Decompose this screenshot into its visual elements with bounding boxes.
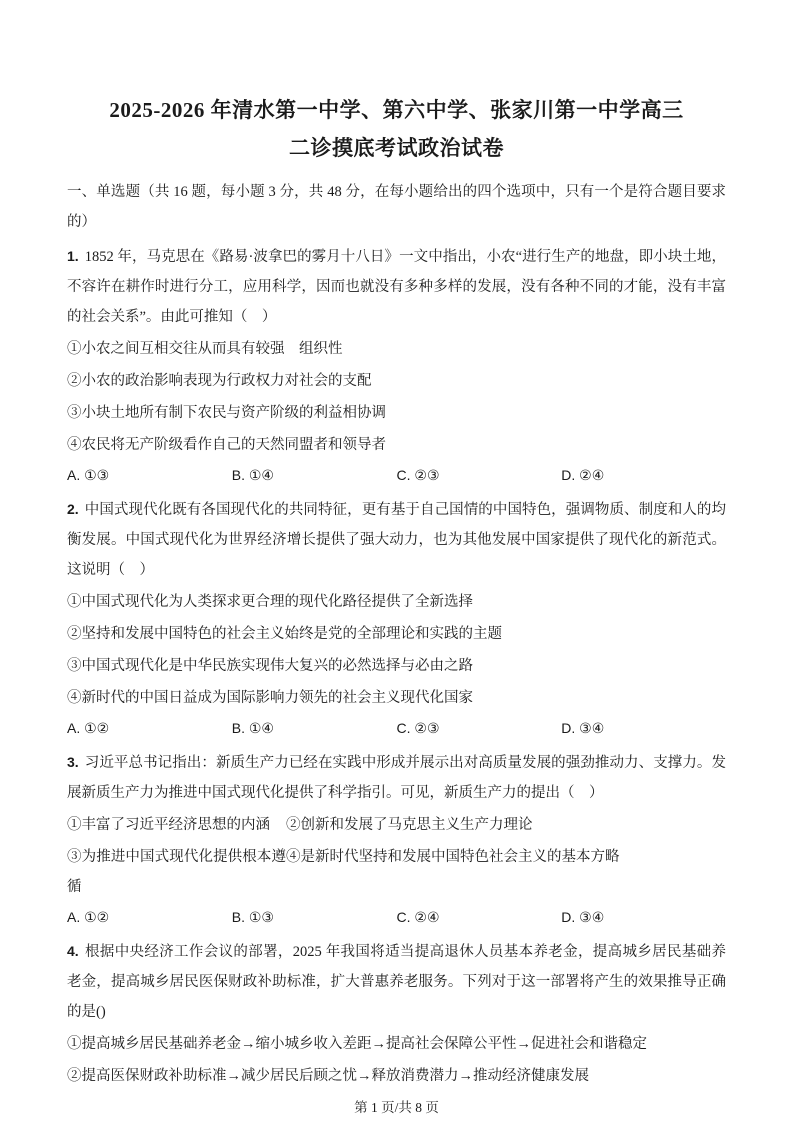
question-stem xyxy=(67,747,726,808)
question-1 xyxy=(67,241,726,490)
exam-title-line2: 二诊摸底考试政治试卷 xyxy=(289,136,504,160)
question-item: ④农民将无产阶级看作自己的天然同盟者和领导者 xyxy=(67,437,386,453)
question-item: ①小农之间互相交往从而具有较强 组织性 xyxy=(67,341,343,357)
exam-title-line1: 2025-2026 年清水第一中学、第六中学、张家川第一中学高三 xyxy=(109,98,684,122)
page-content xyxy=(0,95,793,1122)
question-item-row xyxy=(67,842,726,902)
question-stem-text: 1852 年，马克思在《路易·波拿巴的雾月十八日》一文中指出，小农“进行生产的地盘，即小块土地，不容许在耕作时进行分工，应用科学，因而也就没有多种多样的发展，没有各种不同的才能，没有丰富的社会关系”。由此可推知（ ） xyxy=(67,249,726,325)
question-number: 1. xyxy=(67,248,79,264)
question-item: ②小农的政治影响表现为行政权力对社会的支配 xyxy=(67,373,372,389)
question-number: 2. xyxy=(67,501,79,517)
question-stem-text: 习近平总书记指出：新质生产力已经在实践中形成并展示出对高质量发展的强劲推动力、支撑力。发展新质生产力为推进中国式现代化提供了科学指引。可见，新质生产力的提出（ ） xyxy=(67,755,726,801)
question-item: ①中国式现代化为人类探求更合理的现代化路径提供了全新选择 xyxy=(67,594,473,610)
option-c: C. ②④ xyxy=(396,909,440,925)
option-c: C. ②③ xyxy=(396,467,440,483)
question-item: ②创新和发展了马克思主义生产力理论 xyxy=(286,817,533,833)
question-item-row xyxy=(67,810,726,840)
option-a: A. ①② xyxy=(67,720,110,736)
option-b: B. ①④ xyxy=(231,720,274,736)
options-row xyxy=(67,713,726,743)
question-number: 4. xyxy=(67,943,79,959)
question-item: ③小块土地所有制下农民与资产阶级的利益相协调 xyxy=(67,405,386,421)
question-item: ④新时代的中国日益成为国际影响力领先的社会主义现代化国家 xyxy=(67,690,473,706)
option-a: A. ①③ xyxy=(67,467,110,483)
option-d: D. ②④ xyxy=(561,467,605,483)
question-2 xyxy=(67,494,726,743)
question-stem-text: 中国式现代化既有各国现代化的共同特征，更有基于自己国情的中国特色，强调物质、制度和人的均衡发展。中国式现代化为世界经济增长提供了强大动力，也为其他发展中国家提供了现代化的新范式。这说明（ ） xyxy=(67,502,726,578)
question-item: ③中国式现代化是中华民族实现伟大复兴的必然选择与必由之路 xyxy=(67,658,473,674)
question-item: ③为推进中国式现代化提供根本遵循 xyxy=(67,849,286,895)
section-header: 一、单选题（共 16 题，每小题 3 分，共 48 分，在每小题给出的四个选项中，只有一个是符合题目要求的） xyxy=(67,184,726,230)
option-b: B. ①④ xyxy=(231,467,274,483)
option-d: D. ③④ xyxy=(561,720,605,736)
question-item: ②提高医保财政补助标准→减少居民后顾之忧→释放消费潜力→推动经济健康发展 xyxy=(67,1068,589,1084)
question-item: ①丰富了习近平经济思想的内涵 xyxy=(67,817,270,833)
question-item: ②坚持和发展中国特色的社会主义始终是党的全部理论和实践的主题 xyxy=(67,626,502,642)
question-number: 3. xyxy=(67,754,79,770)
question-3 xyxy=(67,747,726,932)
question-stem xyxy=(67,241,726,332)
question-4 xyxy=(67,936,726,1091)
option-c: C. ②③ xyxy=(396,720,440,736)
question-item: ①提高城乡居民基础养老金→缩小城乡收入差距→提高社会保障公平性→促进社会和谐稳定 xyxy=(67,1036,647,1052)
question-stem-text: 根据中央经济工作会议的部署，2025 年我国将适当提高退休人员基本养老金，提高城乡居民基础养老金，提高城乡居民医保财政补助标准，扩大普惠养老服务。下列对于这一部署将产生的效果推导正确的是() xyxy=(67,944,726,1020)
option-d: D. ③④ xyxy=(561,909,605,925)
question-stem xyxy=(67,936,726,1027)
option-b: B. ①③ xyxy=(231,909,274,925)
question-stem xyxy=(67,494,726,585)
page-footer: 第 1 页/共 8 页 xyxy=(354,1100,439,1115)
question-item: ④是新时代坚持和发展中国特色社会主义的基本方略 xyxy=(286,849,620,865)
options-row xyxy=(67,902,726,932)
options-row xyxy=(67,460,726,490)
option-a: A. ①② xyxy=(67,909,110,925)
